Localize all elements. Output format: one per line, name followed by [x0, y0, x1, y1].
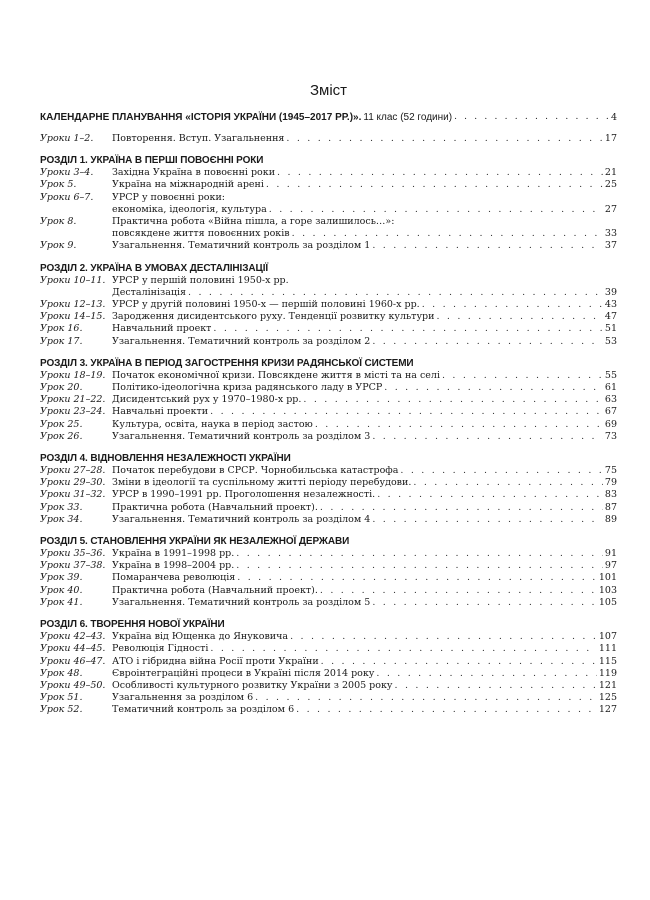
- entry-title: УРСР у першій половині 1950-х рр.: [112, 274, 289, 286]
- leader-dots: [188, 287, 603, 299]
- page-number: 119: [598, 667, 617, 679]
- toc-entry[interactable]: [40, 336, 617, 348]
- leader-dots: [376, 668, 596, 680]
- lesson-label: Уроки 37–38.: [40, 560, 106, 572]
- lesson-label: Уроки 23–24.: [40, 406, 106, 418]
- lesson-label: Урок 26.: [40, 430, 83, 442]
- toc-entry[interactable]: [40, 275, 617, 287]
- leader-dots: [213, 323, 602, 335]
- lesson-label: Уроки 10–11.: [40, 274, 106, 286]
- page-number: 121: [598, 679, 617, 691]
- section-heading: РОЗДІЛ 1. УКРАЇНА В ПЕРШІ ПОВОЄННІ РОКИ: [40, 155, 264, 167]
- leader-dots: [269, 204, 603, 216]
- lesson-label: Уроки 49–50.: [40, 679, 106, 691]
- entry-title: Особливості культурного розвитку України з 2005 року: [112, 679, 393, 691]
- page-number: 55: [604, 369, 617, 381]
- toc-entry[interactable]: [40, 394, 617, 406]
- leader-dots: [454, 111, 609, 124]
- lesson-label: Уроки 18–19.: [40, 369, 106, 381]
- page-number: 111: [598, 643, 617, 655]
- page-number: 17: [604, 133, 617, 144]
- section-heading: РОЗДІЛ 6. ТВОРЕННЯ НОВОЇ УКРАЇНИ: [40, 619, 225, 631]
- toc-entry[interactable]: [40, 287, 617, 299]
- leader-dots: [303, 394, 602, 406]
- toc-entry[interactable]: [40, 216, 617, 228]
- entry-title: АТО і гібридна війна Росії проти України: [112, 655, 319, 667]
- entry-title: Початок перебудови в СРСР. Чорнобильська катастрофа: [112, 465, 399, 477]
- toc-entry[interactable]: [40, 560, 617, 572]
- toc-entry[interactable]: [40, 382, 617, 394]
- page-number: 39: [604, 286, 617, 298]
- leader-dots: [372, 336, 603, 348]
- page-number: 47: [604, 311, 617, 323]
- page-number: 43: [604, 299, 617, 311]
- page-number: 53: [604, 335, 617, 347]
- toc-entry[interactable]: [40, 323, 617, 335]
- section-heading: РОЗДІЛ 4. ВІДНОВЛЕННЯ НЕЗАЛЕЖНОСТІ УКРАЇНИ: [40, 453, 291, 465]
- toc-entry[interactable]: [40, 406, 617, 418]
- leader-dots: [422, 299, 603, 311]
- lesson-label: Уроки 46–47.: [40, 655, 106, 667]
- entry-title: Дисидентський рух у 1970–1980-х рр.: [112, 394, 302, 406]
- page-number: 25: [604, 179, 617, 191]
- toc-entry[interactable]: [40, 502, 617, 514]
- entry-title: УРСР у другій половині 1950-х — першій половині 1960-х рр.: [112, 299, 420, 311]
- leader-dots: [377, 489, 603, 501]
- lesson-label: Урок 33.: [40, 501, 83, 513]
- page-number: 4: [610, 112, 617, 123]
- lesson-label: Урок 9.: [40, 240, 77, 252]
- lesson-label: Урок 25.: [40, 418, 83, 430]
- entry-title: Україна від Ющенка до Януковича: [112, 631, 289, 643]
- toc-entry[interactable]: [40, 631, 617, 643]
- entry-title: Узагальнення. Тематичний контроль за розділом 2: [112, 335, 371, 347]
- page-number: 115: [598, 655, 617, 667]
- leader-dots: [400, 465, 602, 477]
- entry-title: Навчальні проекти: [112, 406, 209, 418]
- toc-entry[interactable]: [40, 548, 617, 560]
- toc-entry[interactable]: [40, 419, 617, 431]
- entry-title: Україна в 1998–2004 рр.: [112, 560, 235, 572]
- leader-dots: [384, 382, 603, 394]
- leader-dots: [436, 311, 602, 323]
- leader-dots: [442, 370, 603, 382]
- entry-title: Узагальнення за розділом 6: [112, 692, 254, 704]
- entry-title: Тематичний контроль за розділом 6: [112, 704, 295, 716]
- entry-title: Узагальнення. Тематичний контроль за розділом 1: [112, 240, 371, 252]
- lesson-label: Урок 16.: [40, 323, 83, 335]
- page-number: 61: [604, 382, 617, 394]
- page-number: 89: [604, 513, 617, 525]
- leader-dots: [413, 477, 603, 489]
- entry-title: Узагальнення. Тематичний контроль за розділом 3: [112, 430, 371, 442]
- toc-entry[interactable]: [40, 240, 617, 252]
- entry-title: Повторення. Вступ. Узагальнення: [112, 133, 285, 144]
- entry-title: Практична робота «Війна пішла, а горе залишилось…»:: [112, 216, 395, 228]
- page-number: 105: [598, 596, 617, 608]
- toc-entry[interactable]: [40, 643, 617, 655]
- lesson-label: Урок 48.: [40, 667, 83, 679]
- toc-entry[interactable]: [40, 597, 617, 609]
- lesson-label: Урок 39.: [40, 572, 83, 584]
- toc-entry[interactable]: [40, 370, 617, 382]
- toc-entry[interactable]: [40, 465, 617, 477]
- page-number: 91: [604, 548, 617, 560]
- lesson-label: Уроки 31–32.: [40, 489, 106, 501]
- entry-title: Політико-ідеологічна криза радянського ладу в УРСР: [112, 382, 383, 394]
- entry-title: повсякдене життя повоєнних років: [112, 228, 290, 240]
- page-number: 83: [604, 489, 617, 501]
- leader-dots: [321, 656, 597, 668]
- calendar-subtitle: 11 клас (52 години): [363, 112, 453, 123]
- entry-title: Десталінізація: [112, 286, 187, 298]
- toc-entry[interactable]: [40, 299, 617, 311]
- leader-dots: [266, 179, 603, 191]
- lesson-label: Уроки 3–4.: [40, 167, 94, 179]
- page-number: 87: [604, 501, 617, 513]
- leader-dots: [290, 631, 597, 643]
- lesson-label: Уроки 21–22.: [40, 394, 106, 406]
- leader-dots: [372, 514, 603, 526]
- lesson-label: Урок 40.: [40, 584, 83, 596]
- table-of-contents: [40, 82, 617, 717]
- page-number: 69: [604, 418, 617, 430]
- page-number: 101: [598, 572, 617, 584]
- calendar-title: КАЛЕНДАРНЕ ПЛАНУВАННЯ «ІСТОРІЯ УКРАЇНИ (1945–2017 РР.)».: [40, 112, 362, 123]
- page-number: 125: [598, 692, 617, 704]
- leader-dots: [292, 228, 603, 240]
- lesson-label: Уроки 27–28.: [40, 465, 106, 477]
- toc-entry[interactable]: [40, 668, 617, 680]
- leader-dots: [237, 572, 597, 584]
- leader-dots: [236, 548, 603, 560]
- toc-entry[interactable]: [40, 311, 617, 323]
- lesson-label: Урок 8.: [40, 216, 77, 228]
- lesson-label: Урок 17.: [40, 335, 83, 347]
- toc-entry[interactable]: [40, 431, 617, 443]
- sections-container: [40, 145, 617, 716]
- lesson-label: Уроки 29–30.: [40, 477, 106, 489]
- toc-entry[interactable]: [40, 179, 617, 191]
- toc-entry[interactable]: [40, 572, 617, 584]
- entry-title: Навчальний проект: [112, 323, 212, 335]
- entry-title: Помаранчева революція: [112, 572, 236, 584]
- lesson-label: Уроки 44–45.: [40, 643, 106, 655]
- entry-title: Культура, освіта, наука в період застою: [112, 418, 313, 430]
- leader-dots: [320, 585, 597, 597]
- page-number: 75: [604, 465, 617, 477]
- lesson-label: Урок 5.: [40, 179, 77, 191]
- toc-entry[interactable]: [40, 656, 617, 668]
- lesson-label: Уроки 42–43.: [40, 631, 106, 643]
- section-heading: РОЗДІЛ 3. УКРАЇНА В ПЕРІОД ЗАГОСТРЕННЯ КРИЗИ РАДЯНСЬКОЇ СИСТЕМИ: [40, 357, 414, 369]
- entry-title: Узагальнення. Тематичний контроль за розділом 5: [112, 596, 371, 608]
- leader-dots: [210, 643, 596, 655]
- page-number: 27: [604, 203, 617, 215]
- toc-entry[interactable]: [40, 204, 617, 216]
- leader-dots: [236, 560, 603, 572]
- page-number: 103: [598, 584, 617, 596]
- lesson-label: Уроки 1–2.: [40, 133, 94, 144]
- entry-title: УРСР у повоєнні роки:: [112, 191, 225, 203]
- toc-entry[interactable]: [40, 133, 617, 145]
- page-number: 33: [604, 228, 617, 240]
- lesson-label: Уроки 35–36.: [40, 548, 106, 560]
- toc-entry[interactable]: [40, 167, 617, 179]
- lesson-label: Урок 34.: [40, 513, 83, 525]
- leader-dots: [255, 692, 597, 704]
- page-number: 51: [604, 323, 617, 335]
- toc-entry[interactable]: [40, 477, 617, 489]
- lesson-label: Уроки 12–13.: [40, 299, 106, 311]
- page-number: 127: [598, 704, 617, 716]
- lesson-label: Уроки 6–7.: [40, 191, 94, 203]
- leader-dots: [286, 133, 602, 145]
- lesson-label: Урок 52.: [40, 704, 83, 716]
- page-title: Зміст: [309, 82, 348, 99]
- toc-entry[interactable]: [40, 704, 617, 716]
- page-number: 107: [598, 631, 617, 643]
- leader-dots: [315, 419, 603, 431]
- page-number: 67: [604, 406, 617, 418]
- entry-title: Західна Україна в повоєнні роки: [112, 167, 276, 179]
- entry-title: Практична робота (Навчальний проект).: [112, 584, 318, 596]
- toc-entry[interactable]: [40, 692, 617, 704]
- entry-title: Зародження дисидентського руху. Тенденції розвитку культури: [112, 311, 435, 323]
- leader-dots: [372, 597, 597, 609]
- toc-entry[interactable]: [40, 680, 617, 692]
- toc-entry[interactable]: [40, 514, 617, 526]
- leader-dots: [395, 680, 597, 692]
- entry-title: Практична робота (Навчальний проект).: [112, 501, 318, 513]
- lesson-label: Уроки 14–15.: [40, 311, 106, 323]
- entry-title: УРСР в 1990–1991 рр. Проголошення незалежності.: [112, 489, 376, 501]
- page-number: 63: [604, 394, 617, 406]
- leader-dots: [210, 406, 603, 418]
- entry-title: Україна на міжнародній арені: [112, 179, 264, 191]
- page-number: 37: [604, 240, 617, 252]
- entry-title: Україна в 1991–1998 рр.: [112, 548, 235, 560]
- calendar-planning-entry[interactable]: [40, 111, 617, 124]
- entry-title: Початок економічної кризи. Повсякдене життя в місті та на селі: [112, 369, 440, 381]
- page-number: 97: [604, 560, 617, 572]
- leader-dots: [372, 431, 603, 443]
- section-heading: РОЗДІЛ 5. СТАНОВЛЕННЯ УКРАЇНИ ЯК НЕЗАЛЕЖНОЇ ДЕРЖАВИ: [40, 536, 350, 548]
- leader-dots: [320, 502, 603, 514]
- toc-entry[interactable]: [40, 228, 617, 240]
- entry-title: Революція Гідності: [112, 643, 209, 655]
- entry-title: Узагальнення. Тематичний контроль за розділом 4: [112, 513, 371, 525]
- toc-entry[interactable]: [40, 585, 617, 597]
- toc-entry[interactable]: [40, 489, 617, 501]
- page-number: 79: [604, 477, 617, 489]
- page-number: 21: [604, 167, 617, 179]
- entry-title: Євроінтеграційні процеси в Україні після 2014 року: [112, 667, 375, 679]
- leader-dots: [296, 704, 597, 716]
- toc-entry[interactable]: [40, 192, 617, 204]
- lesson-label: Урок 51.: [40, 692, 83, 704]
- entry-title: Зміни в ідеології та суспільному житті періоду перебудови.: [112, 477, 412, 489]
- lesson-label: Урок 41.: [40, 596, 83, 608]
- entry-title: економіка, ідеологія, культура: [112, 203, 267, 215]
- page-number: 73: [604, 430, 617, 442]
- lesson-label: Урок 20.: [40, 382, 83, 394]
- leader-dots: [277, 167, 603, 179]
- section-heading: РОЗДІЛ 2. УКРАЇНА В УМОВАХ ДЕСТАЛІНІЗАЦІЇ: [40, 262, 269, 274]
- leader-dots: [372, 240, 603, 252]
